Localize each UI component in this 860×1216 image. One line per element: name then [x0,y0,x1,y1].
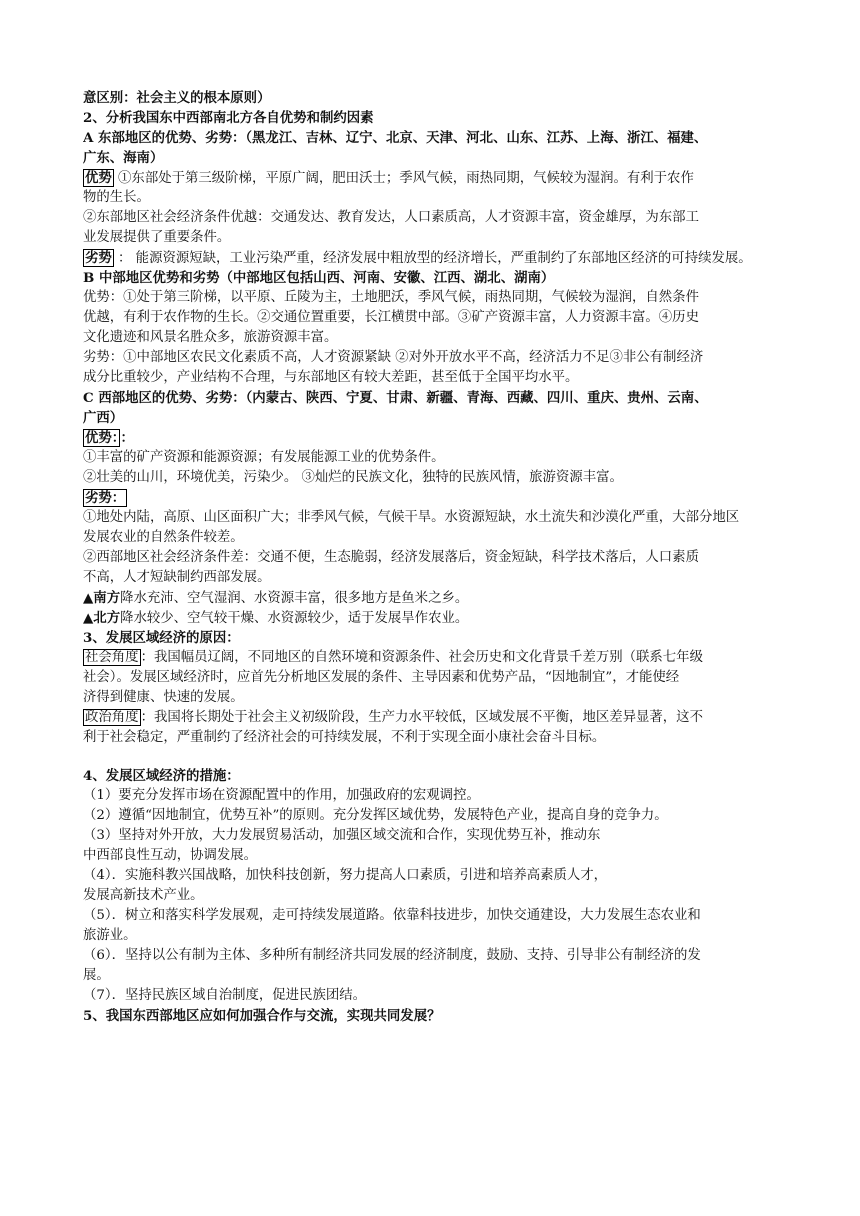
line-text: ①丰富的矿产资源和能源资源；有发展能源工业的优势条件。 [83,450,445,465]
text-line [83,708,785,728]
line-text: （5）．树立和落实科学发展观，走可持续发展道路。依靠科技进步，加快交通建设，大力发展生态农业和 [83,908,701,923]
text-line [83,608,785,628]
boxed-label: 社会角度 [85,650,139,665]
text-line [83,148,785,168]
line-text: 社会）。发展区域经济时，应首先分析地区发展的条件、主导因素和优势产品，“因地制宜”，才能使经 [83,670,680,685]
line-text: （4）．实施科教兴国战略，加快科技创新，努力提高人口素质，引进和培养高素质人才， [83,868,608,883]
line-text: 2、分析我国东中西部南北方各自优势和制约因素 [83,110,374,126]
lead-label: ▲南方 [83,590,121,606]
text-line [83,786,785,806]
line-text: 优势：①处于第三阶梯，以平原、丘陵为主，土地肥沃，季风气候，雨热同期，气候较为湿润，自然条件 [83,290,699,305]
line-text: ①东部处于第三级阶梯，平原广阔，肥田沃士；季风气候，雨热同期，气候较为湿润。有利于农作 [113,171,694,186]
line-text: C 西部地区的优势、劣势：（内蒙古、陕西、宁夏、甘肃、新疆、青海、西藏、四川、重庆、贵州、云南、 [83,390,708,406]
line-text: （6）．坚持以公有制为主体、多种所有制经济共同发展的经济制度，鼓励、支持、引导非公有制经济的发 [83,948,701,963]
line-text: 物的生长。 [83,190,150,205]
text-line [83,568,785,588]
line-text: 3、发展区域经济的原因： [83,630,240,646]
text-line [83,528,785,548]
line-text: 济得到健康、快速的发展。 [83,690,244,705]
text-line [83,108,785,128]
text-line [83,288,785,308]
text-line [83,588,785,608]
lead-label: ▲北方 [83,610,121,626]
text-line [83,728,785,748]
line-text: ①地处内陆，高原、山区面积广大；非季风气候，气候干旱。水资源短缺，水土流失和沙漠化严重，大部分地区 [83,510,740,525]
text-line [83,388,785,408]
line-text: 不高，人才短缺制约西部发展。 [83,570,271,585]
text-line [83,668,785,688]
boxed-label: 劣势 [85,250,112,266]
text-line [83,188,785,208]
line-text: 意区别：社会主义的根本原则） [83,90,271,106]
text-line [83,688,785,708]
text-line [83,628,785,648]
line-text: 广东、海南） [83,150,164,166]
line-text: （3）坚持对外开放，大力发展贸易活动，加强区域交流和合作，实现优势互补，推动东 [83,828,601,843]
text-line [83,268,785,288]
line-text: 发展高新技术产业。 [83,888,204,903]
line-text: 展。 [83,968,110,983]
line-text: 成分比重较少，产业结构不合理，与东部地区有较大差距，甚至低于全国平均水平。 [83,370,579,385]
text-line [83,508,785,528]
text-line [83,986,785,1006]
text-line [83,766,785,786]
boxed-label: 优势： [85,430,119,446]
text-line [83,308,785,328]
boxed-label: 优势 [85,170,112,186]
text-line [83,548,785,568]
line-text: ②壮美的山川，环境优美，污染少。 ③灿烂的民族文化，独特的民族风情，旅游资源丰富。 [83,470,623,485]
text-line [83,228,785,248]
line-text: 利于社会稳定，严重制约了经济社会的可持续发展，不利于实现全面小康社会奋斗目标。 [83,730,606,745]
line-text: 广西） [83,410,124,426]
line-text: 优越，有利于农作物的生长。②交通位置重要，长江横贯中部。③矿产资源丰富，人力资源丰富。④历史 [83,310,699,325]
text-line [83,1006,785,1026]
line-text: A 东部地区的优势、劣势：（黑龙江、吉林、辽宁、北京、天津、河北、山东、江苏、上海、浙江、福建、 [83,130,708,146]
text-line [83,208,785,228]
text-line [83,468,785,488]
text-line [83,168,785,188]
text-line [83,906,785,926]
line-text: ②西部地区社会经济条件差：交通不便，生态脆弱，经济发展落后，资金短缺，科学技术落后，人口素质 [83,550,699,565]
line-text: （1）要充分发挥市场在资源配置中的作用，加强政府的宏观调控。 [83,788,480,803]
line-text: ：我国将长期处于社会主义初级阶段，生产力水平较低，区域发展不平衡，地区差异显著，这不 [140,710,703,725]
text-line [83,348,785,368]
text-line [83,408,785,428]
text-line [83,886,785,906]
line-text: 旅游业。 [83,928,137,943]
text-line [83,866,785,886]
line-text: 文化遗迹和风景名胜众多，旅游资源丰富。 [83,330,338,345]
line-text: 5、我国东西部地区应如何加强合作与交流，实现共同发展？ [83,1008,441,1024]
line-text: 降水充沛、空气湿润、水资源丰富，很多地方是鱼米之乡。 [120,591,469,606]
boxed-label: 政治角度 [85,710,139,725]
line-text: ： [120,430,134,446]
text-line [83,488,785,508]
text-line [83,128,785,148]
text-line [83,926,785,946]
text-line [83,648,785,668]
line-text: （2）遵循“因地制宜，优势互补”的原则。充分发挥区域优势，发展特色产业，提高自身的竞争力。 [83,808,668,823]
blank-line [83,748,785,766]
line-text: ： 能源资源短缺，工业污染严重，经济发展中粗放型的经济增长，严重制约了东部地区经济的可持续发展。 [113,251,752,266]
text-line [83,826,785,846]
text-line [83,946,785,966]
text-line [83,328,785,348]
text-line [83,846,785,866]
text-line [83,88,785,108]
text-line [83,248,785,268]
line-text: B 中部地区优势和劣势（中部地区包括山西、河南、安徽、江西、湖北、湖南） [83,270,555,286]
line-text: 劣势：①中部地区农民文化素质不高，人才资源紧缺 ②对外开放水平不高，经济活力不足③非公有制经济 [83,350,704,365]
text-line [83,448,785,468]
line-text: 业发展提供了重要条件。 [83,230,231,245]
boxed-label: 劣势： [85,490,126,506]
text-line [83,806,785,826]
line-text: 发展农业的自然条件较差。 [83,530,244,545]
line-text: ②东部地区社会经济条件优越：交通发达、教育发达，人口素质高，人才资源丰富，资金雄厚，为东部工 [83,210,699,225]
line-text: 中西部良性互动，协调发展。 [83,848,258,863]
line-text: （7）．坚持民族区域自治制度，促进民族团结。 [83,988,367,1003]
line-text: 4、发展区域经济的措施： [83,768,240,784]
text-line [83,368,785,388]
line-text: 降水较少、空气较干燥、水资源较少，适于发展旱作农业。 [120,611,469,626]
line-text: ：我国幅员辽阔，不同地区的自然环境和资源条件、社会历史和文化背景千差万别（联系七年级 [140,650,703,665]
document-page [83,88,785,1026]
text-line [83,966,785,986]
text-line [83,428,785,448]
